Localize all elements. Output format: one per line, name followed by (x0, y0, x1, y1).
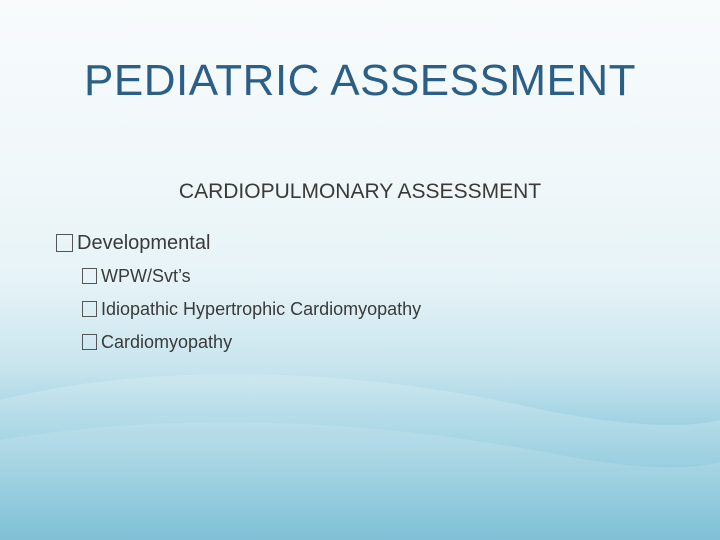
bullet-item-developmental (56, 230, 676, 256)
sub-bullet-item-cardiomyopathy (82, 330, 676, 354)
bullet-list (56, 230, 676, 363)
sub-bullet-text: Cardiomyopathy (101, 331, 233, 352)
box-bullet-icon (82, 301, 97, 317)
box-bullet-icon (82, 268, 97, 284)
bullet-text: Developmental (77, 231, 211, 254)
sub-bullet-item-wpw (82, 264, 676, 288)
sub-bullet-text: WPW/Svt’s (101, 265, 191, 286)
slide-subtitle: CARDIOPULMONARY ASSESSMENT (178, 180, 542, 203)
sub-bullet-text: Idiopathic Hypertrophic Cardiomyopathy (101, 298, 422, 319)
box-bullet-icon (56, 234, 73, 252)
slide-title: PEDIATRIC ASSESSMENT (84, 56, 636, 105)
box-bullet-icon (82, 334, 97, 350)
sub-bullet-item-idiopathic (82, 297, 676, 321)
